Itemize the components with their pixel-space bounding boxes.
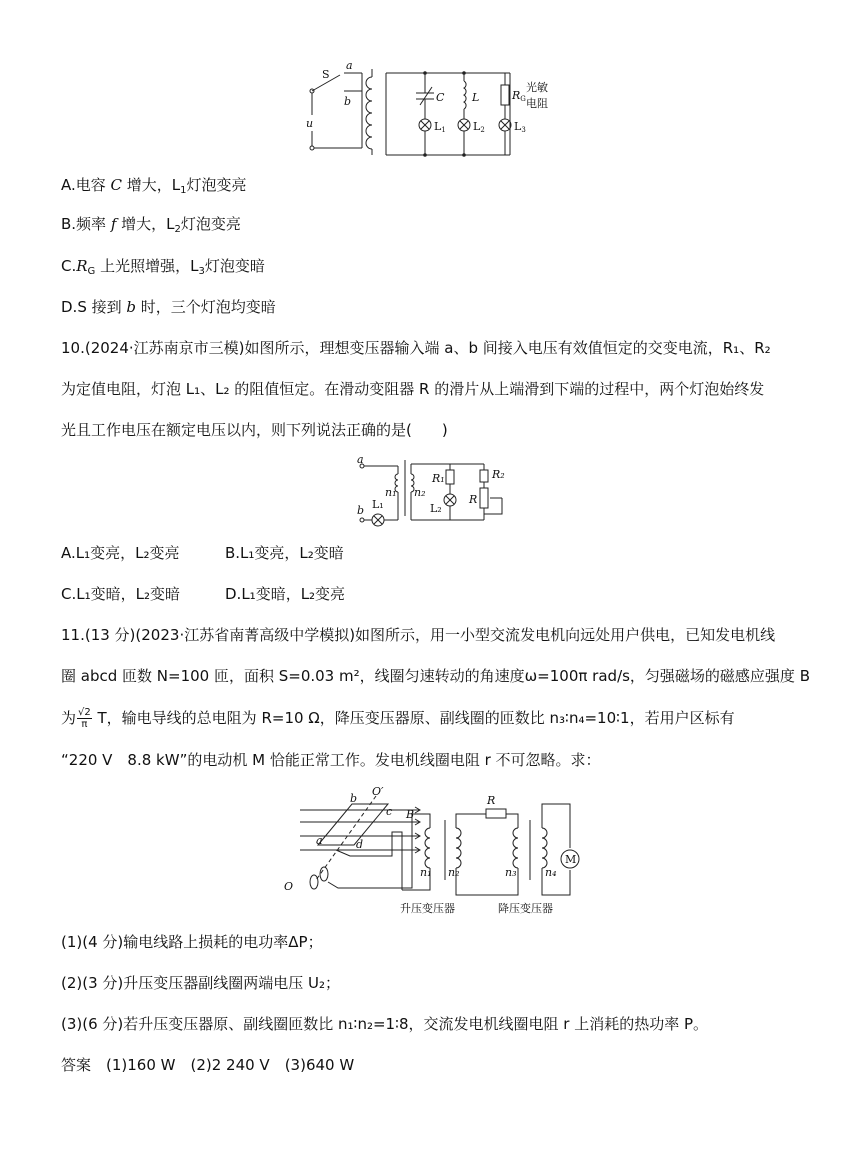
q11-subquestion-1: (1)(4 分)输电线路上损耗的电功率ΔP；: [61, 933, 323, 951]
fig1-label-c: C: [436, 91, 445, 104]
fig3-step-down-label: 降压变压器: [498, 902, 553, 915]
q10-stem-line1: 10.(2024·江苏南京市三模)如图所示，理想变压器输入端 a、b 间接入电压有效值恒定的交变电流，R₁、R₂: [61, 339, 771, 357]
fig3-label-r: R: [487, 794, 496, 807]
fig1-label-photo-2: 电阻: [526, 97, 548, 110]
fig3-label-motor: M: [565, 853, 577, 866]
fig3-label-d: d: [356, 838, 364, 851]
q9-option-a[interactable]: A.电容 C 增大，$L_1$灯泡变亮: [61, 176, 247, 196]
circuit-figure-1: [300, 55, 560, 160]
q11-stem-line2: 圈 abcd 匝数 N=100 匝，面积 S=0.03 m²，线圈匀速转动的角速度ω=100π rad/s，匀强磁场的磁感应强度 B: [61, 667, 810, 685]
q11-stem-line1: 11.(13 分)(2023·江苏省南菁高级中学模拟)如图所示，用一小型交流发电机向远处用户供电，已知发电机线: [61, 626, 776, 644]
fig3-label-n4: n₄: [545, 866, 557, 879]
q11-subquestion-2: (2)(3 分)升压变压器副线圈两端电压 U₂；: [61, 974, 341, 992]
q9-option-c[interactable]: $C.R_G$ 上光照增强，$L_3$灯泡变暗: [61, 257, 265, 277]
fraction-sqrt2-over-pi: $\frac{√2}{\pi}$: [78, 707, 91, 730]
fig2-label-r2: R₂: [492, 468, 505, 481]
fig1-label-rg: RG: [512, 89, 526, 103]
q9-option-d[interactable]: D.S 接到 b 时，三个灯泡均变暗: [61, 298, 276, 316]
fig3-label-o-top: O′: [372, 785, 384, 798]
q10-option-b[interactable]: B.L₁变亮，L₂变暗: [225, 544, 344, 562]
fig2-label-a: a: [357, 453, 364, 466]
q11-stem-line3: 为 $\frac{√2}{\pi}$ T，输电导线的总电阻为 R=10 Ω，降压变压器原、副线圈的匝数比 n₃∶n₄=10∶1，若用户区标有: [61, 707, 735, 730]
q10-option-a[interactable]: A.L₁变亮，L₂变亮: [61, 544, 180, 562]
fig3-label-b: b: [350, 792, 358, 805]
fig1-label-l: L: [472, 91, 480, 104]
fig1-label-a: a: [346, 59, 353, 72]
q10-option-c[interactable]: C.L₁变暗，L₂变暗: [61, 585, 180, 603]
fig3-step-up-label: 升压变压器: [400, 902, 455, 915]
q11-answer: 答案 (1)160 W (2)2 240 V (3)640 W: [61, 1056, 355, 1074]
fig2-label-l2: L₂: [430, 502, 442, 515]
fig3-label-n1: n₁: [420, 866, 432, 879]
fig2-label-r: R: [469, 493, 478, 506]
generator-transmission-figure: [280, 785, 590, 920]
q10-stem-line2: 为定值电阻，灯泡 L₁、L₂ 的阻值恒定。在滑动变阻器 R 的滑片从上端滑到下端的过程中，两个灯泡始终发: [61, 380, 765, 398]
fig2-label-b: b: [357, 504, 365, 517]
fig3-label-n3: n₃: [505, 866, 517, 879]
fig1-lamp3: L3: [514, 120, 526, 134]
fig2-label-l1: L₁: [372, 498, 384, 511]
fig3-label-o-bot: O: [284, 880, 294, 893]
circuit-figure-2: [352, 453, 522, 531]
q9-option-b[interactable]: B.频率 f 增大，$L_2$灯泡变亮: [61, 215, 241, 235]
fig2-label-n2: n₂: [414, 486, 426, 499]
fig2-label-r1: R₁: [432, 472, 445, 485]
fig1-label-s: S: [322, 68, 330, 81]
q11-subquestion-3: (3)(6 分)若升压变压器原、副线圈匝数比 n₁∶n₂=1∶8，交流发电机线圈电阻 r 上消耗的热功率 P。: [61, 1015, 709, 1033]
fig1-label-photo-1: 光敏: [526, 81, 548, 94]
fig3-label-a: a: [316, 834, 323, 847]
fig3-label-n2: n₂: [448, 866, 460, 879]
q10-stem-line3: 光且工作电压在额定电压以内，则下列说法正确的是( ): [61, 421, 448, 439]
fig3-label-bfield: B: [406, 808, 415, 821]
q11-stem-line4: “220 V 8.8 kW”的电动机 M 恰能正常工作。发电机线圈电阻 r 不可忽略。求：: [61, 751, 601, 769]
fig1-label-u: u: [306, 117, 314, 130]
q10-option-d[interactable]: D.L₁变暗，L₂变亮: [225, 585, 346, 603]
fig1-lamp2: L2: [473, 120, 485, 134]
fig1-lamp1: L1: [434, 120, 446, 134]
fig1-label-b: b: [344, 95, 352, 108]
fig2-label-n1: n₁: [385, 486, 397, 499]
fig3-label-c: c: [386, 805, 393, 818]
